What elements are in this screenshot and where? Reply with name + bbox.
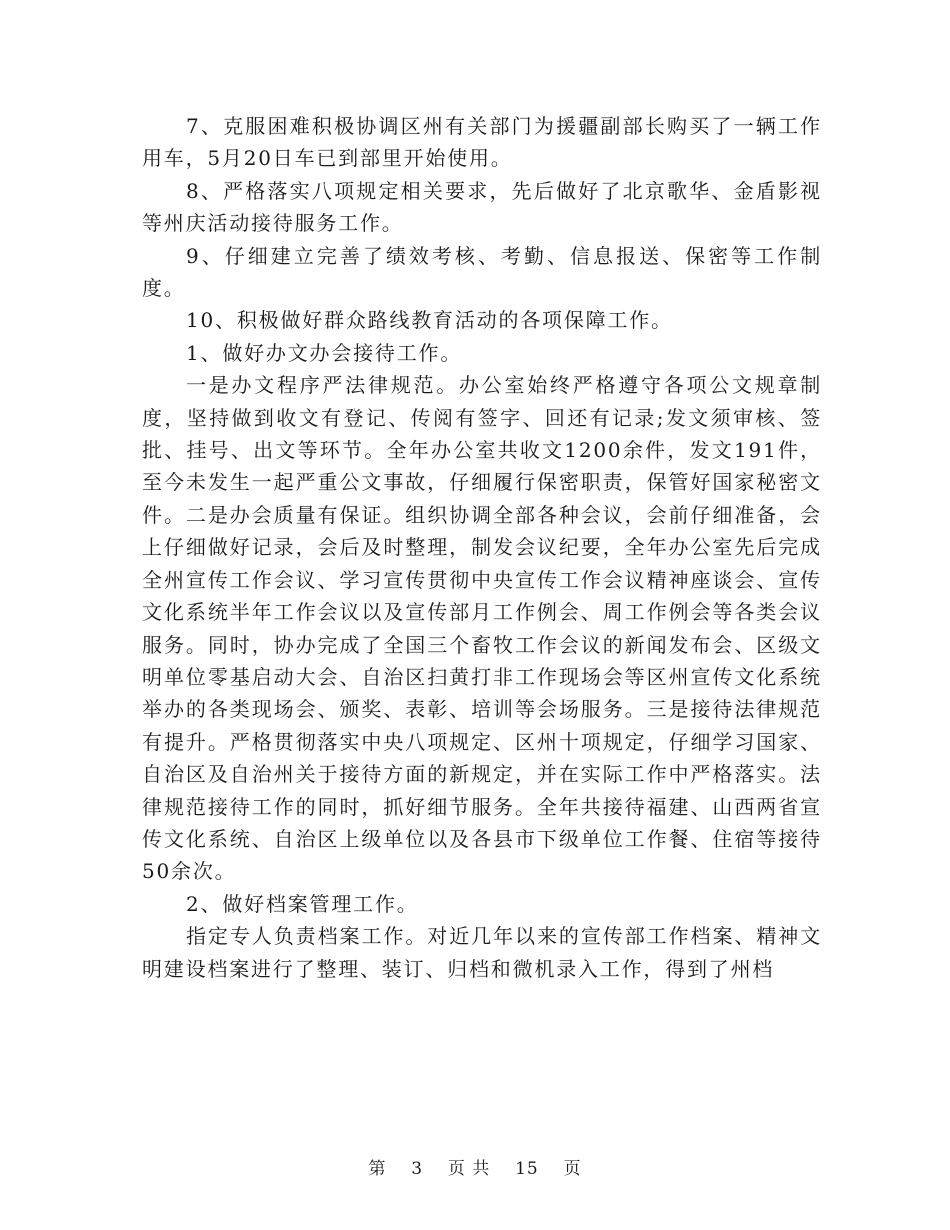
paragraph-item-9: 9、仔细建立完善了绩效考核、考勤、信息报送、保密等工作制度。 — [142, 243, 822, 301]
paragraph-office-work: 一是办文程序严法律规范。办公室始终严格遵守各项公文规章制度，坚持做到收文有登记、传阅有签字、回还有记录;发文须审核、签批、挂号、出文等环节。全年办公室共收文1200余件，发文191件，至今未发生一起严重公文事故，仔细履行保密职责，保管好国家秘密文件。二是办会质量有保证。组织协调全部各种会议，会前仔细准备，会上仔细做好记录，会后及时整理，制发会议纪要，全年办公室先后完成全州宣传工作会议、学习宣传贯彻中央宣传工作会议精神座谈会、宣传文化系统半年工作会议以及宣传部月工作例会、周工作例会等各类会议服务。同时，协办完成了全国三个畜牧工作会议的新闻发布会、区级文明单位零基启动大会、自治区扫黄打非工作现场会等区州宣传文化系统举办的各类现场会、颁奖、表彰、培训等会场服务。三是接待法律规范有提升。严格贯彻落实中央八项规定、区州十项规定，仔细学习国家、自治区及自治州关于接待方面的新规定，并在实际工作中严格落实。法律规范接待工作的同时，抓好细节服务。全年共接待福建、山西两省宣传文化系统、自治区上级单位以及各县市下级单位工作餐、住宿等接待50余次。 — [142, 373, 822, 884]
footer-suffix: 页 — [563, 1159, 582, 1179]
paragraph-item-7: 7、克服困难积极协调区州有关部门为援疆副部长购买了一辆工作用车，5月20日车已到部里开始使用。 — [142, 114, 822, 171]
section-heading-1: 1、做好办文办会接待工作。 — [186, 340, 463, 365]
paragraph-archive-work: 指定专人负责档案工作。对近几年以来的宣传部工作档案、精神文明建设档案进行了整理、装订、归档和微机录入工作，得到了州档 — [142, 924, 822, 981]
section-heading-2: 2、做好档案管理工作。 — [186, 891, 419, 916]
paragraph-item-8: 8、严格落实八项规定相关要求，先后做好了北京歌华、金盾影视等州庆活动接待服务工作。 — [142, 178, 822, 236]
paragraph-item-10: 10、积极做好群众路线教育活动的各项保障工作。 — [186, 308, 673, 333]
footer-middle: 页 共 — [447, 1159, 491, 1179]
current-page-number: 3 — [411, 1159, 424, 1179]
total-pages-number: 15 — [515, 1159, 539, 1179]
body-text — [142, 110, 822, 985]
footer-prefix: 第 — [368, 1159, 387, 1179]
page-footer — [0, 1154, 950, 1179]
